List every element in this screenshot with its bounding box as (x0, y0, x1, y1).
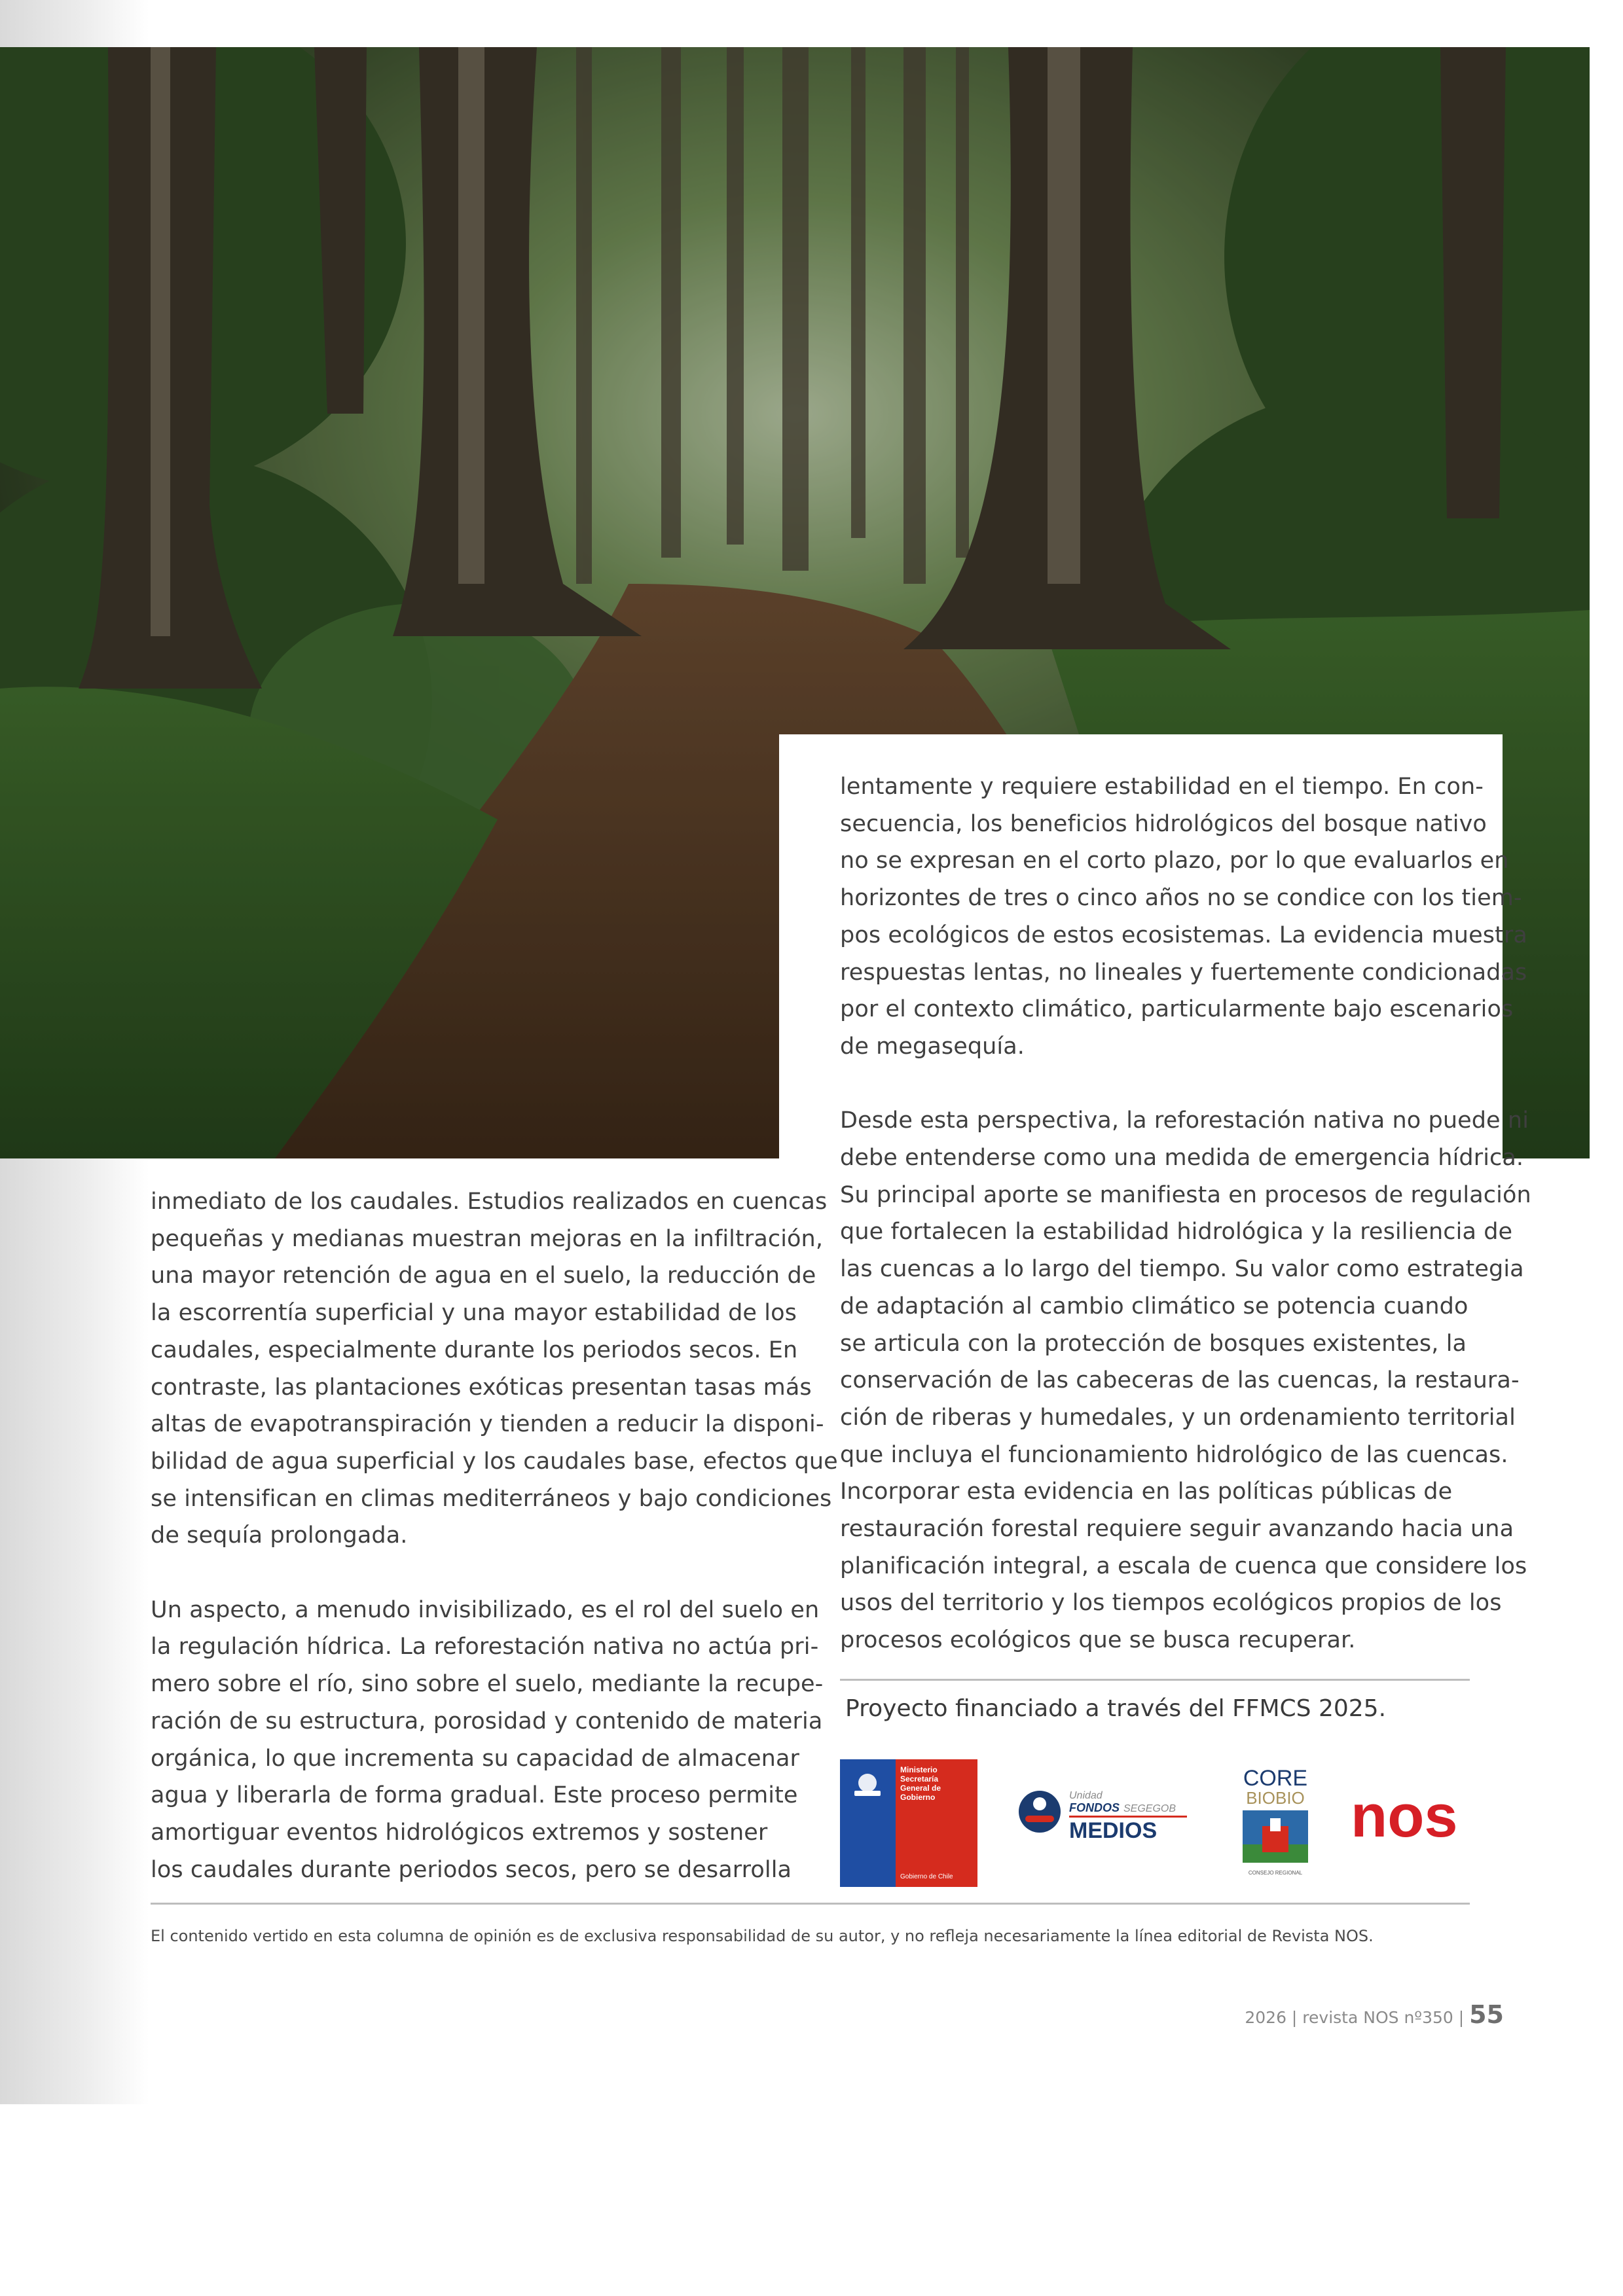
text-line: bilidad de agua superficial y los caudales base, efectos que (151, 1448, 838, 1475)
text-line: ción de riberas y humedales, y un ordenamiento territorial (840, 1404, 1516, 1431)
text-line: contraste, las plantaciones exóticas presentan tasas más (151, 1374, 812, 1401)
gobierno-line: Ministerio (900, 1765, 938, 1774)
text-line: las cuencas a lo largo del tiempo. Su valor como estrategia (840, 1256, 1524, 1283)
text-line: por el contexto climático, particularmente bajo escenarios (840, 996, 1514, 1023)
page-number: 55 (1469, 2000, 1504, 2029)
text-line: debe entenderse como una medida de emergencia hídrica. (840, 1145, 1524, 1172)
fondos-medios-logo (1013, 1779, 1197, 1851)
core-consejo: CONSEJO REGIONAL (1248, 1870, 1303, 1876)
sponsor-logos (840, 1759, 1468, 1890)
text-line: caudales, especialmente durante los periodos secos. En (151, 1336, 798, 1363)
text-line: pequeñas y medianas muestran mejoras en la infiltración, (151, 1225, 824, 1252)
gobierno-bottom: Gobierno de Chile (900, 1873, 953, 1880)
core-label: CORE (1243, 1766, 1308, 1791)
disclaimer-text: El contenido vertido en esta columna de opinión es de exclusiva responsabilidad de su autor, y no refleja necesariamente la línea editorial de Revista NOS. (151, 1927, 1374, 1945)
text-line: la escorrentía superficial y una mayor estabilidad de los (151, 1300, 797, 1327)
text-line: usos del territorio y los tiempos ecológicos propios de los (840, 1590, 1502, 1617)
text-line: lentamente y requiere estabilidad en el tiempo. En con- (840, 774, 1484, 800)
text-line: agua y liberarla de forma gradual. Este proceso permite (151, 1782, 798, 1809)
issue-label: 2026 | revista NOS nº350 | (1245, 2008, 1465, 2027)
paragraph-gap (151, 1554, 838, 1592)
text-line: secuencia, los beneficios hidrológicos del bosque nativo (840, 810, 1487, 837)
text-line: planificación integral, a escala de cuenca que considere los (840, 1552, 1527, 1579)
text-line: no se expresan en el corto plazo, por lo que evaluarlos en (840, 848, 1509, 874)
text-line: amortiguar eventos hidrológicos extremos y sostener (151, 1819, 768, 1846)
gobierno-line: Secretaría (900, 1774, 939, 1784)
text-line: procesos ecológicos que se busca recuperar. (840, 1627, 1356, 1654)
gobierno-line: Gobierno (900, 1793, 936, 1802)
gobierno-line: General de (900, 1784, 941, 1793)
disclaimer-divider (151, 1903, 1470, 1905)
text-line: Desde esta perspectiva, la reforestación nativa no puede ni (840, 1107, 1529, 1134)
gobierno-de-chile-logo (840, 1759, 977, 1887)
text-line: Su principal aporte se manifiesta en procesos de regulación (840, 1181, 1531, 1208)
text-line: respuestas lentas, no lineales y fuertemente condicionadas (840, 959, 1527, 986)
text-line: se articula con la protección de bosques existentes, la (840, 1330, 1467, 1357)
text-line: altas de evapotranspiración y tienden a reducir la disponi- (151, 1411, 824, 1438)
fondos-segegob: SEGEGOB (1123, 1803, 1176, 1814)
text-line: los caudales durante periodos secos, pero se desarrolla (151, 1856, 792, 1883)
text-line: una mayor retención de agua en el suelo, la reducción de (151, 1263, 816, 1289)
text-line: Incorporar esta evidencia en las políticas públicas de (840, 1479, 1453, 1505)
text-line: se intensifican en climas mediterráneos y bajo condiciones (151, 1485, 832, 1512)
text-line: la regulación hídrica. La reforestación nativa no actúa pri- (151, 1634, 819, 1660)
text-line: restauración forestal requiere seguir avanzando hacia una (840, 1516, 1514, 1543)
text-line: mero sobre el río, sino sobre el suelo, mediante la recupe- (151, 1671, 824, 1698)
core-biobio: BIOBIO (1246, 1788, 1305, 1808)
text-line: conservación de las cabeceras de las cuencas, la restaura- (840, 1367, 1520, 1394)
text-line: de sequía prolongada. (151, 1522, 408, 1549)
left-column (151, 1183, 838, 1888)
fondos-unidad: Unidad (1069, 1790, 1103, 1801)
funding-divider (840, 1679, 1470, 1681)
right-column (840, 768, 1531, 1659)
page-footer (1245, 2000, 1504, 2029)
nos-logo (1351, 1785, 1465, 1851)
text-line: de adaptación al cambio climático se potencia cuando (840, 1293, 1468, 1319)
fondos-label: FONDOS (1069, 1801, 1120, 1814)
text-line: que incluya el funcionamiento hidrológico de las cuencas. (840, 1441, 1508, 1468)
funding-note: Proyecto financiado a través del FFMCS 2025. (845, 1695, 1387, 1722)
text-line: Un aspecto, a menudo invisibilizado, es el rol del suelo en (151, 1596, 820, 1623)
text-line: orgánica, lo que incrementa su capacidad de almacenar (151, 1745, 799, 1772)
text-line: pos ecológicos de estos ecosistemas. La evidencia muestra (840, 922, 1527, 948)
core-biobio-logo (1236, 1766, 1315, 1880)
text-line: ración de su estructura, porosidad y contenido de materia (151, 1708, 823, 1734)
paragraph-gap (840, 1066, 1531, 1103)
text-line: inmediato de los caudales. Estudios realizados en cuencas (151, 1189, 828, 1215)
text-line: horizontes de tres o cinco años no se condice con los tiem- (840, 885, 1522, 912)
text-line: que fortalecen la estabilidad hidrológica y la resiliencia de (840, 1219, 1513, 1246)
fondos-medios: MEDIOS (1069, 1818, 1158, 1843)
text-line: de megasequía. (840, 1033, 1025, 1060)
nos-wordmark: nos (1351, 1785, 1458, 1850)
